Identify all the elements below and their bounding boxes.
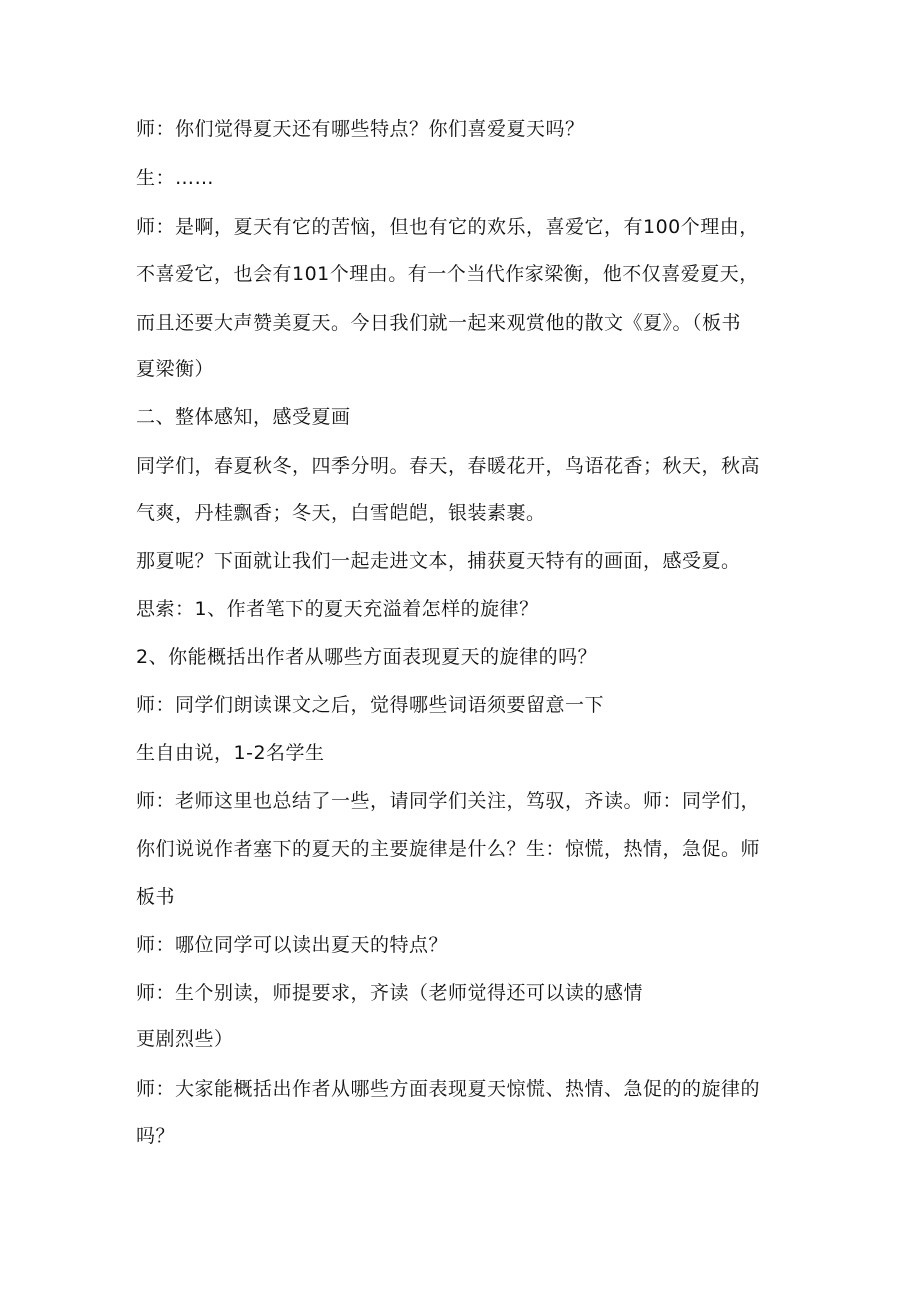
text-line: 思索：1、作者笔下的夏天充溢着怎样的旋律？	[136, 598, 539, 620]
text-line: 师：哪位同学可以读出夏天的特点？	[136, 934, 449, 956]
text-line: 同学们，春夏秋冬，四季分明。春天，春暖花开，鸟语花香；秋天，秋高	[136, 455, 761, 477]
text-line: 师：生个别读，师提要求，齐读（老师觉得还可以读的感情	[136, 982, 644, 1004]
text-line: 吗？	[136, 1125, 176, 1147]
section-heading: 二、整体感知，感受夏画	[136, 406, 351, 428]
text-line: 那夏呢？下面就让我们一起走进文本，捕获夏天特有的画面，感受夏。	[136, 550, 741, 572]
text-line: 师：老师这里也总结了一些，请同学们关注，笃驭，齐读。师：同学们，	[136, 790, 761, 812]
text-line: 夏梁衡）	[136, 358, 215, 380]
text-line: 师：你们觉得夏天还有哪些特点？你们喜爱夏天吗？	[136, 118, 585, 140]
text-line: 不喜爱它，也会有101个理由。有一个当代作家梁衡，他不仅喜爱夏天，	[136, 263, 759, 285]
text-line: 师：大家能概括出作者从哪些方面表现夏天惊慌、热情、急促的的旋律的	[136, 1078, 761, 1100]
text-line: 你们说说作者塞下的夏天的主要旋律是什么？生：惊慌，热情，急促。师	[136, 838, 761, 860]
text-line: 师：同学们朗读课文之后，觉得哪些词语须要留意一下	[136, 694, 605, 716]
text-line: 师：是啊，夏天有它的苦恼，但也有它的欢乐，喜爱它，有100个理由，	[136, 216, 759, 238]
text-line: 而且还要大声赞美夏天。今日我们就一起来观赏他的散文《夏》。（板书	[136, 312, 742, 334]
text-line: 生自由说，1-2名学生	[136, 742, 325, 764]
text-line: 板书	[136, 886, 176, 908]
text-line: 更剧烈些）	[136, 1028, 234, 1050]
text-line: 生：……	[136, 167, 215, 189]
text-line: 气爽，丹桂飘香；冬天，白雪皑皑，银装素裹。	[136, 502, 546, 524]
text-line: 2、你能概括出作者从哪些方面表现夏天的旋律的吗？	[136, 646, 598, 668]
